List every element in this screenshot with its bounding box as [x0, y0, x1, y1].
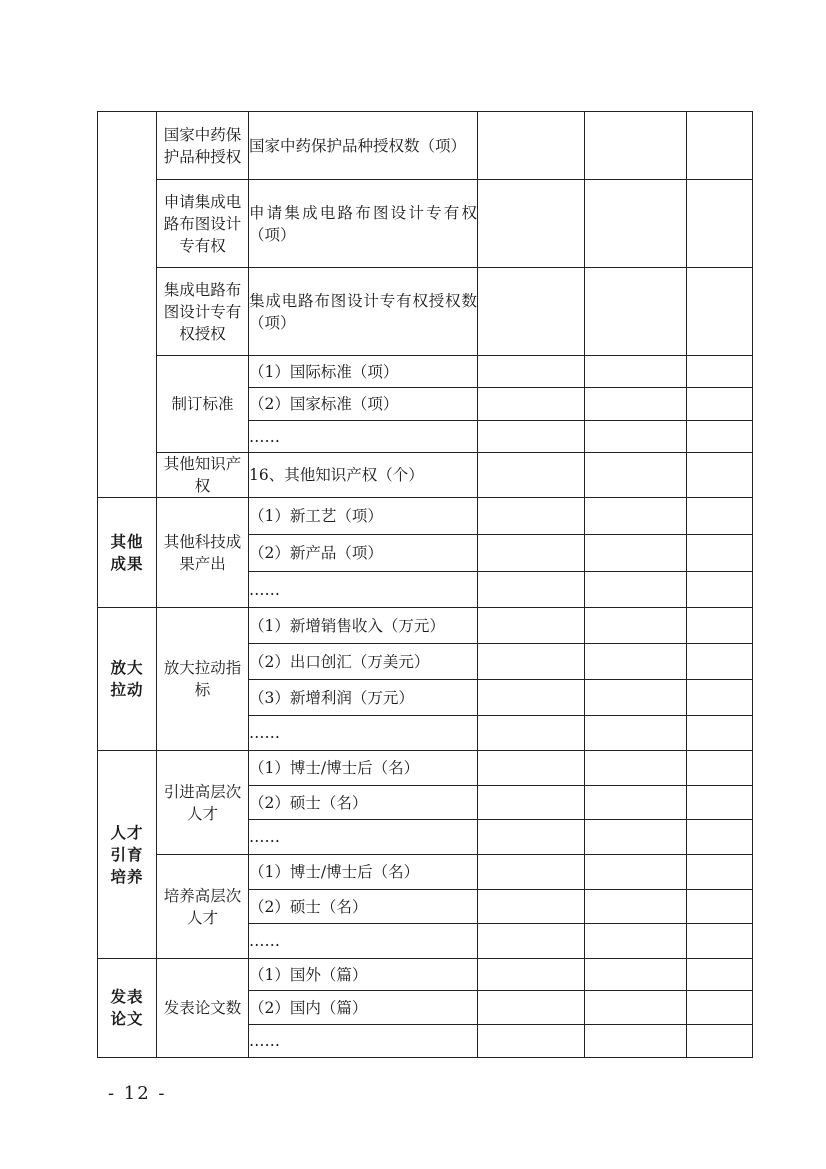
- table-row: [98, 855, 753, 890]
- value-cell[interactable]: [585, 180, 687, 268]
- value-cell[interactable]: [687, 644, 753, 680]
- value-cell[interactable]: [478, 890, 585, 924]
- category-papers: [98, 959, 157, 1058]
- value-cell[interactable]: [585, 268, 687, 356]
- value-cell[interactable]: [585, 608, 687, 644]
- value-cell[interactable]: [585, 356, 687, 388]
- value-cell[interactable]: [585, 820, 687, 855]
- value-cell[interactable]: [478, 608, 585, 644]
- value-cell[interactable]: [687, 498, 753, 535]
- item-std-international: （1）国际标准（项）: [249, 356, 478, 388]
- value-cell[interactable]: [687, 924, 753, 959]
- item-amp-more: ……: [249, 716, 478, 751]
- category-amplify: [98, 608, 157, 751]
- table-row: [98, 608, 753, 644]
- table-row: [98, 356, 753, 388]
- item-ic-apply: 申请集成电路布图设计专有权（项）: [249, 180, 478, 268]
- item-new-sales: （1）新增销售收入（万元）: [249, 608, 478, 644]
- item-std-more: ……: [249, 421, 478, 453]
- value-cell[interactable]: [585, 453, 687, 498]
- value-cell[interactable]: [478, 180, 585, 268]
- value-cell[interactable]: [478, 786, 585, 820]
- value-cell[interactable]: [585, 680, 687, 716]
- item-ic-grant: 集成电路布图设计专有权授权数（项）: [249, 268, 478, 356]
- value-cell[interactable]: [687, 388, 753, 421]
- value-cell[interactable]: [687, 991, 753, 1025]
- value-cell[interactable]: [687, 535, 753, 572]
- value-cell[interactable]: [687, 716, 753, 751]
- value-cell[interactable]: [585, 716, 687, 751]
- value-cell[interactable]: [687, 356, 753, 388]
- item-new-process: （1）新工艺（项）: [249, 498, 478, 535]
- value-cell[interactable]: [687, 453, 753, 498]
- value-cell[interactable]: [687, 959, 753, 991]
- item-tcm-grant: 国家中药保护品种授权数（项）: [249, 112, 478, 180]
- category-other-outputs: [98, 498, 157, 608]
- item-cult-master: （2）硕士（名）: [249, 890, 478, 924]
- value-cell[interactable]: [585, 644, 687, 680]
- value-cell[interactable]: [585, 786, 687, 820]
- item-new-product: （2）新产品（项）: [249, 535, 478, 572]
- value-cell[interactable]: [687, 112, 753, 180]
- subcategory-amplify: 放大拉动指标: [157, 608, 249, 751]
- subcategory-papers: 发表论文数: [157, 959, 249, 1058]
- value-cell[interactable]: [478, 1025, 585, 1058]
- item-papers-foreign: （1）国外（篇）: [249, 959, 478, 991]
- value-cell[interactable]: [478, 388, 585, 421]
- value-cell[interactable]: [687, 572, 753, 608]
- value-cell[interactable]: [478, 716, 585, 751]
- value-cell[interactable]: [478, 991, 585, 1025]
- subcategory-other-tech: 其他科技成果产出: [157, 498, 249, 608]
- subcategory-standards: 制订标准: [157, 356, 249, 453]
- category-talent: [98, 751, 157, 959]
- value-cell[interactable]: [585, 751, 687, 786]
- value-cell[interactable]: [687, 855, 753, 890]
- value-cell[interactable]: [478, 924, 585, 959]
- value-cell[interactable]: [478, 535, 585, 572]
- value-cell[interactable]: [478, 572, 585, 608]
- item-tech-more: ……: [249, 572, 478, 608]
- subcategory-introduce: 引进高层次人才: [157, 751, 249, 855]
- value-cell[interactable]: [687, 890, 753, 924]
- subcategory-ic-grant: 集成电路布图设计专有权授权: [157, 268, 249, 356]
- subcategory-cultivate: 培养高层次人才: [157, 855, 249, 959]
- item-other-ip: 16、其他知识产权（个）: [249, 453, 478, 498]
- category-label: 放大拉动: [110, 658, 144, 699]
- value-cell[interactable]: [478, 421, 585, 453]
- page-number: - 12 -: [108, 1083, 167, 1104]
- table-row: [98, 112, 753, 180]
- item-cult-more: ……: [249, 924, 478, 959]
- subcategory-tcm-grant: 国家中药保护品种授权: [157, 112, 249, 180]
- value-cell[interactable]: [585, 112, 687, 180]
- table-row: [98, 498, 753, 535]
- item-intro-master: （2）硕士（名）: [249, 786, 478, 820]
- table-row: [98, 751, 753, 786]
- value-cell[interactable]: [585, 924, 687, 959]
- item-new-profit: （3）新增利润（万元）: [249, 680, 478, 716]
- value-cell[interactable]: [585, 959, 687, 991]
- category-label: 发表论文: [110, 987, 144, 1028]
- item-intro-more: ……: [249, 820, 478, 855]
- item-papers-more: ……: [249, 1025, 478, 1058]
- value-cell[interactable]: [478, 268, 585, 356]
- value-cell[interactable]: [478, 498, 585, 535]
- item-cult-phd: （1）博士/博士后（名）: [249, 855, 478, 890]
- value-cell[interactable]: [478, 751, 585, 786]
- value-cell[interactable]: [687, 180, 753, 268]
- value-cell[interactable]: [585, 421, 687, 453]
- value-cell[interactable]: [478, 855, 585, 890]
- value-cell[interactable]: [478, 112, 585, 180]
- value-cell[interactable]: [687, 820, 753, 855]
- value-cell[interactable]: [687, 1025, 753, 1058]
- value-cell[interactable]: [478, 820, 585, 855]
- value-cell[interactable]: [478, 644, 585, 680]
- value-cell[interactable]: [687, 421, 753, 453]
- item-intro-phd: （1）博士/博士后（名）: [249, 751, 478, 786]
- value-cell[interactable]: [478, 453, 585, 498]
- item-papers-domestic: （2）国内（篇）: [249, 991, 478, 1025]
- value-cell[interactable]: [478, 959, 585, 991]
- value-cell[interactable]: [478, 356, 585, 388]
- value-cell[interactable]: [585, 890, 687, 924]
- subcategory-other-ip: 其他知识产权: [157, 453, 249, 498]
- category-label: 其他成果: [110, 531, 144, 573]
- item-std-national: （2）国家标准（项）: [249, 388, 478, 421]
- table-row: [98, 180, 753, 268]
- table-row: [98, 453, 753, 498]
- value-cell[interactable]: [585, 991, 687, 1025]
- value-cell[interactable]: [687, 680, 753, 716]
- subcategory-ic-apply: 申请集成电路布图设计专有权: [157, 180, 249, 268]
- indicator-table: [97, 111, 753, 1058]
- category-cell-empty: [98, 112, 157, 498]
- value-cell[interactable]: [687, 751, 753, 786]
- value-cell[interactable]: [585, 388, 687, 421]
- value-cell[interactable]: [478, 680, 585, 716]
- value-cell[interactable]: [585, 1025, 687, 1058]
- value-cell[interactable]: [585, 855, 687, 890]
- value-cell[interactable]: [585, 572, 687, 608]
- item-export: （2）出口创汇（万美元）: [249, 644, 478, 680]
- value-cell[interactable]: [687, 608, 753, 644]
- value-cell[interactable]: [585, 498, 687, 535]
- table-row: [98, 268, 753, 356]
- table-row: [98, 959, 753, 991]
- value-cell[interactable]: [687, 268, 753, 356]
- value-cell[interactable]: [585, 535, 687, 572]
- category-label: 人才引育培养: [110, 822, 144, 886]
- value-cell[interactable]: [687, 786, 753, 820]
